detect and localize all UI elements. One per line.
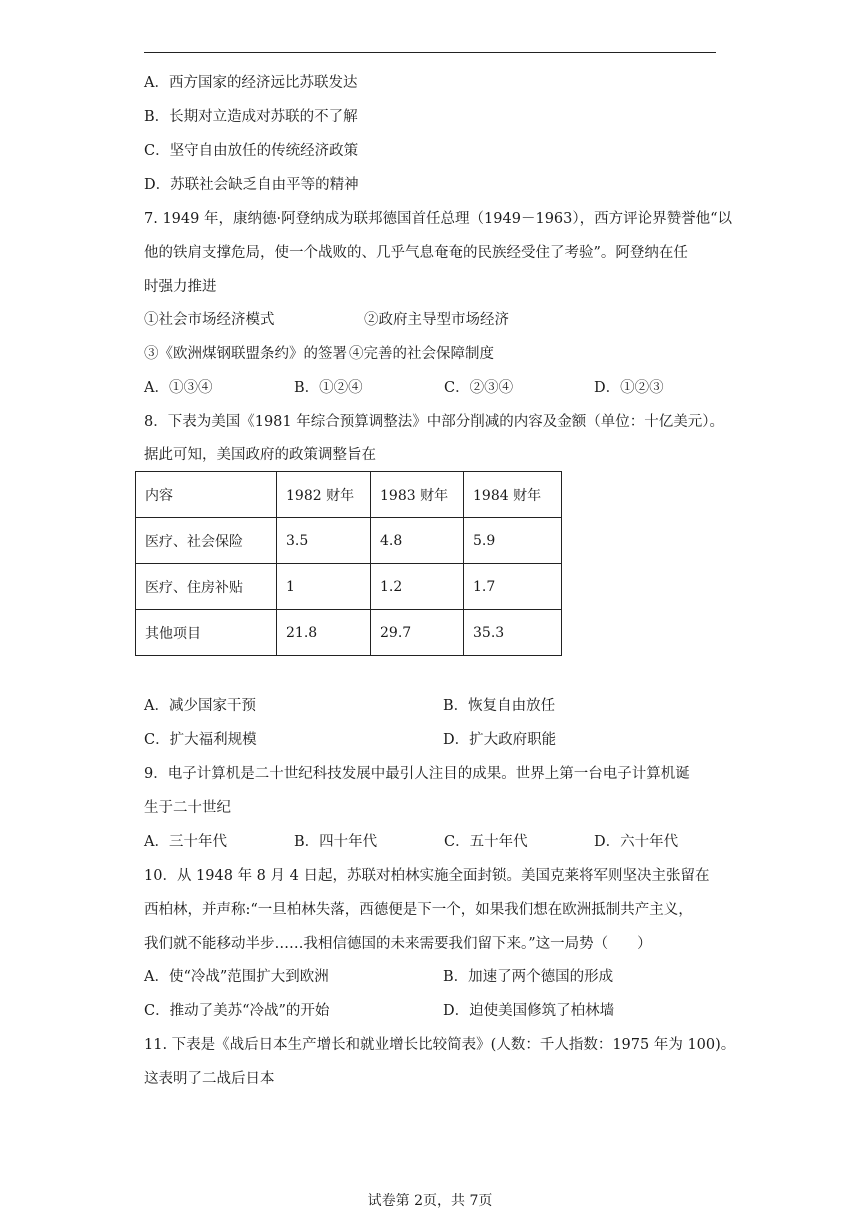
table-row — [136, 564, 562, 610]
q7-stem-line: 他的铁肩支撑危局，使一个战败的、几乎气息奄奄的民族经受住了考验”。阿登纳在任 — [144, 245, 688, 261]
q11-stem-line: 这表明了二战后日本 — [144, 1071, 275, 1087]
table-cell: 35.3 — [464, 610, 562, 656]
q7-stem-line: 时强力推进 — [144, 279, 217, 295]
table-cell: 3.5 — [277, 518, 371, 564]
q7-option-d: D．①②③ — [594, 380, 664, 396]
q9-option-d: D．六十年代 — [594, 834, 679, 850]
q8-option-d: D．扩大政府职能 — [443, 732, 557, 748]
q9-option-b: B．四十年代 — [294, 834, 378, 850]
q6-option-d: D．苏联社会缺乏自由平等的精神 — [144, 177, 359, 193]
q9-stem-line: 9．电子计算机是二十世纪科技发展中最引人注目的成果。世界上第一台电子计算机诞 — [144, 766, 690, 782]
q10-option-c: C．推动了美苏“冷战”的开始 — [144, 1003, 330, 1019]
q9-stem-line: 生于二十世纪 — [144, 800, 231, 816]
table-cell: 医疗、社会保险 — [136, 518, 277, 564]
table-cell: 1 — [277, 564, 371, 610]
q6-option-b: B．长期对立造成对苏联的不了解 — [144, 109, 358, 125]
table-cell: 5.9 — [464, 518, 562, 564]
q7-option-c: C．②③④ — [444, 380, 514, 396]
table-cell: 其他项目 — [136, 610, 277, 656]
q9-option-c: C．五十年代 — [444, 834, 528, 850]
table-cell: 1.7 — [464, 564, 562, 610]
q8-stem-line: 8．下表为美国《1981 年综合预算调整法》中部分削减的内容及金额（单位：十亿美元）。 — [144, 414, 724, 430]
q7-option-a: A．①③④ — [144, 380, 213, 396]
table-header-cell: 1983 财年 — [371, 472, 464, 518]
q10-stem-line: 西柏林，并声称:“一旦柏林失落，西德便是下一个，如果我们想在欧洲抵制共产主义， — [144, 902, 693, 918]
q10-option-a: A．使“冷战”范围扩大到欧洲 — [144, 969, 329, 985]
table-header-cell: 内容 — [136, 472, 277, 518]
q10-option-b: B．加速了两个德国的形成 — [443, 969, 614, 985]
q7-item-1: ①社会市场经济模式 — [144, 312, 275, 328]
q7-stem-line: 7. 1949 年，康纳德·阿登纳成为联邦德国首任总理（1949－1963），西方评论界赞誉他“以 — [144, 211, 733, 227]
q6-option-c: C．坚守自由放任的传统经济政策 — [144, 143, 359, 159]
q7-option-b: B．①②④ — [294, 380, 363, 396]
budget-table — [135, 471, 562, 656]
q11-stem-line: 11. 下表是《战后日本生产增长和就业增长比较简表》(人数：千人指数：1975 年为 100)。 — [144, 1037, 736, 1053]
table-cell: 21.8 — [277, 610, 371, 656]
table-header-row — [136, 472, 562, 518]
table-header-cell: 1984 财年 — [464, 472, 562, 518]
q10-option-d: D．迫使美国修筑了柏林墙 — [443, 1003, 615, 1019]
q7-item-4: ④完善的社会保障制度 — [349, 346, 494, 362]
q8-stem-line: 据此可知，美国政府的政策调整旨在 — [144, 447, 376, 463]
header-rule — [144, 52, 716, 53]
table-row — [136, 518, 562, 564]
table-cell: 4.8 — [371, 518, 464, 564]
table-cell: 医疗、住房补贴 — [136, 564, 277, 610]
q10-stem-line: 我们就不能移动半步……我相信德国的未来需要我们留下来。”这一局势（ ） — [144, 936, 652, 952]
q8-option-b: B．恢复自由放任 — [443, 698, 556, 714]
q7-item-2: ②政府主导型市场经济 — [364, 312, 509, 328]
table-row — [136, 610, 562, 656]
q10-stem-line: 10．从 1948 年 8 月 4 日起，苏联对柏林实施全面封锁。美国克莱将军则坚决主张留在 — [144, 868, 710, 884]
q6-option-a: A．西方国家的经济远比苏联发达 — [144, 75, 358, 91]
q7-item-3: ③《欧洲煤钢联盟条约》的签署 — [144, 346, 347, 362]
q8-option-c: C．扩大福利规模 — [144, 732, 257, 748]
q8-option-a: A．减少国家干预 — [144, 698, 256, 714]
table-header-cell: 1982 财年 — [277, 472, 371, 518]
q9-option-a: A．三十年代 — [144, 834, 227, 850]
table-cell: 1.2 — [371, 564, 464, 610]
table-cell: 29.7 — [371, 610, 464, 656]
page-footer: 试卷第 2页，共 7页 — [367, 1193, 493, 1209]
